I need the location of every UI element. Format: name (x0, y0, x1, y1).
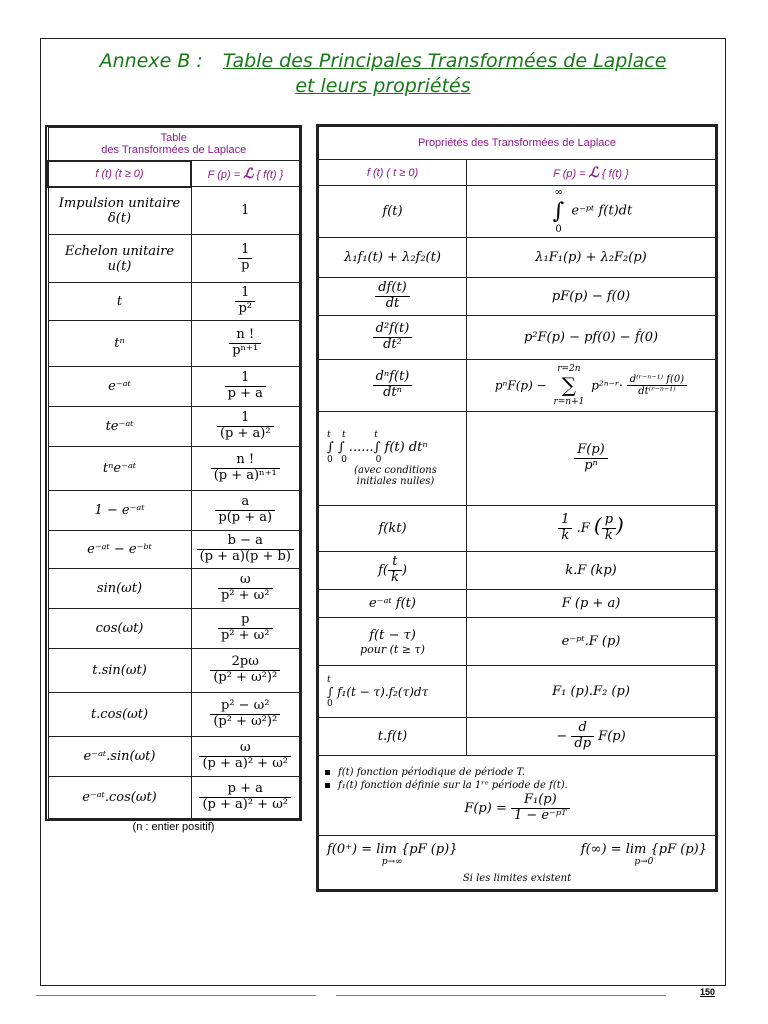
table-row-F: $\frac{p}{\text{p² + ω²}}$ (191, 609, 300, 649)
annex-label: Annexe B : (99, 50, 203, 72)
prop-scale2-F: k.F (kp) (467, 552, 716, 590)
table-row-f: te⁻ᵃᵗ (48, 407, 191, 447)
limit-condition: Si les limites existent (462, 872, 572, 884)
page-number: 150 (700, 987, 716, 997)
table-row-F: $\frac{\omega}{\text{p² + ω²}}$ (191, 569, 300, 609)
footer-line-left (36, 995, 316, 996)
laplace-transform-table (47, 127, 300, 819)
table-row-f: t.cos(ωt) (48, 693, 191, 737)
left-table-caption: Table des Transformées de Laplace (48, 128, 300, 161)
table-row-F: $\frac{p + a}{\text{(p + a)² + ω²}}$ (191, 777, 300, 819)
table-row-f: tⁿ (48, 321, 191, 367)
table-row-F: $\frac{2p\omega}{\text{(p² + ω²)²}}$ (191, 649, 300, 693)
prop-linearity-f: λ₁f₁(t) + λ₂f₂(t) (319, 238, 467, 278)
prop-integral-F: $\frac{F(p)}{\text{pⁿ}}$ (467, 412, 716, 506)
prop-mult-f: t.f(t) (319, 718, 467, 756)
prop-convolution-f: t ∫ f₁(t − τ).f₂(τ)dτ 0 (319, 666, 467, 718)
prop-d2-F: p²F(p) − pf(0) − ḟ(0) (467, 316, 716, 360)
table-row-f: e⁻ᵃᵗ.cos(ωt) (48, 777, 191, 819)
table-row-F: 1 (191, 187, 300, 235)
table-row-f: Impulsion unitaire δ(t) (48, 187, 191, 235)
prop-integral-f: t t t ∫ ∫ ......∫ f(t) dtⁿ 0 0 0 (avec conditions initiales nulles) (319, 412, 467, 506)
table-row-F: $\frac{\omega}{\text{(p + a)² + ω²}}$ (191, 737, 300, 777)
table-row-f: sin(ωt) (48, 569, 191, 609)
table-row-f: e⁻ᵃᵗ.sin(ωt) (48, 737, 191, 777)
title-text-1: Table des Principales Transformées de Laplace (222, 50, 667, 72)
prop-delay-f: f(t − τ) pour (t ≥ τ) (319, 618, 467, 666)
page-title-line1 (40, 50, 726, 72)
table-row-f: t.sin(ωt) (48, 649, 191, 693)
prop-def-f: f(t) (319, 186, 467, 238)
periodic-function-note: f(t) fonction périodique de période T. f₁(t) fonction définie sur la 1ʳᵉ période de f(t). F(p) = $\frac{\text{F₁(p)}}{\text{1 − e⁻ᵖᵀ}}$ (319, 756, 716, 836)
table-row-f: e⁻ᵃᵗ − e⁻ᵇᵗ (48, 531, 191, 569)
prop-d1-f: $\frac{df(t)}{dt}$ (319, 278, 467, 316)
prop-dn-f: $\frac{\text{dⁿf(t)}}{\text{dtⁿ}}$ (319, 360, 467, 412)
prop-d2-f: $\frac{\text{d²f(t)}}{\text{dt²}}$ (319, 316, 467, 360)
left-header-f: f (t) (t ≥ 0) (48, 161, 191, 187)
right-header-f: f (t) ( t ≥ 0) (319, 160, 467, 186)
limit-theorems (319, 836, 716, 890)
table-row-F: $\frac{n !}{\text{pⁿ⁺¹}}$ (191, 321, 300, 367)
table-row-F: $\frac{1}{\text{p²}}$ (191, 283, 300, 321)
table-row-f: tⁿe⁻ᵃᵗ (48, 447, 191, 491)
prop-mult-F: − $\frac{d}{dp}$ F(p) (467, 718, 716, 756)
left-table-footnote: (n : entier positif) (132, 821, 215, 833)
prop-shift-F: F (p + a) (467, 590, 716, 618)
table-row-F: $\frac{1}{p}$ (191, 235, 300, 283)
laplace-properties-table (318, 126, 716, 890)
table-row-f: cos(ωt) (48, 609, 191, 649)
table-row-f: Echelon unitaire u(t) (48, 235, 191, 283)
table-row-F: $\frac{b - a}{(p + a)(p + b)}$ (191, 531, 300, 569)
prop-shift-f: e⁻ᵃᵗ f(t) (319, 590, 467, 618)
prop-linearity-F: λ₁F₁(p) + λ₂F₂(p) (467, 238, 716, 278)
footer-line-right (336, 995, 666, 996)
prop-dn-F: pⁿF(p) − r=2n ∑ r=n+1 p²ⁿ⁻ʳ· $\frac{\text{d⁽ʳ⁻ⁿ⁻¹⁾ f(0)}}{\text{dt⁽ʳ⁻ⁿ⁻¹⁾}}$ (467, 360, 716, 412)
table-row-f: e⁻ᵃᵗ (48, 367, 191, 407)
prop-d1-F: pF(p) − f(0) (467, 278, 716, 316)
table-row-f: 1 − e⁻ᵃᵗ (48, 491, 191, 531)
right-header-F: F (p) = ℒ { f(t) } (467, 160, 716, 186)
title-text-2: et leurs propriétés (295, 75, 471, 97)
table-row-F: $\frac{a}{p(p + a)}$ (191, 491, 300, 531)
table-row-F: $\frac{1}{\text{(p + a)²}}$ (191, 407, 300, 447)
table-row-F: $\frac{n !}{\text{(p + a)ⁿ⁺¹}}$ (191, 447, 300, 491)
table-row-F: $\frac{1}{p + a}$ (191, 367, 300, 407)
page-title-line2 (40, 75, 726, 97)
table-row-f: t (48, 283, 191, 321)
prop-convolution-F: F₁ (p).F₂ (p) (467, 666, 716, 718)
initial-value-theorem: f(0⁺) = lim {pF (p)} p→∞ (327, 841, 458, 867)
final-value-theorem: f(∞) = lim {pF (p)} p→0 (580, 841, 707, 867)
prop-scale-F: $\frac{1}{k}$ .F ( $\frac{p}{k}$ ) (467, 506, 716, 552)
left-header-F: F (p) = ℒ { f(t) } (191, 161, 300, 187)
prop-def-F: ∞ ∫ 0 e⁻ᵖᵗ f(t)dt (467, 186, 716, 238)
table-row-F: $\frac{\text{p² − ω²}}{\text{(p² + ω²)²}}$ (191, 693, 300, 737)
prop-scale-f: f(kt) (319, 506, 467, 552)
right-table-caption: Propriétés des Transformées de Laplace (319, 127, 716, 160)
prop-delay-F: e⁻ᵖᵗ.F (p) (467, 618, 716, 666)
prop-scale2-f: f( $\frac{t}{k}$ ) (319, 552, 467, 590)
